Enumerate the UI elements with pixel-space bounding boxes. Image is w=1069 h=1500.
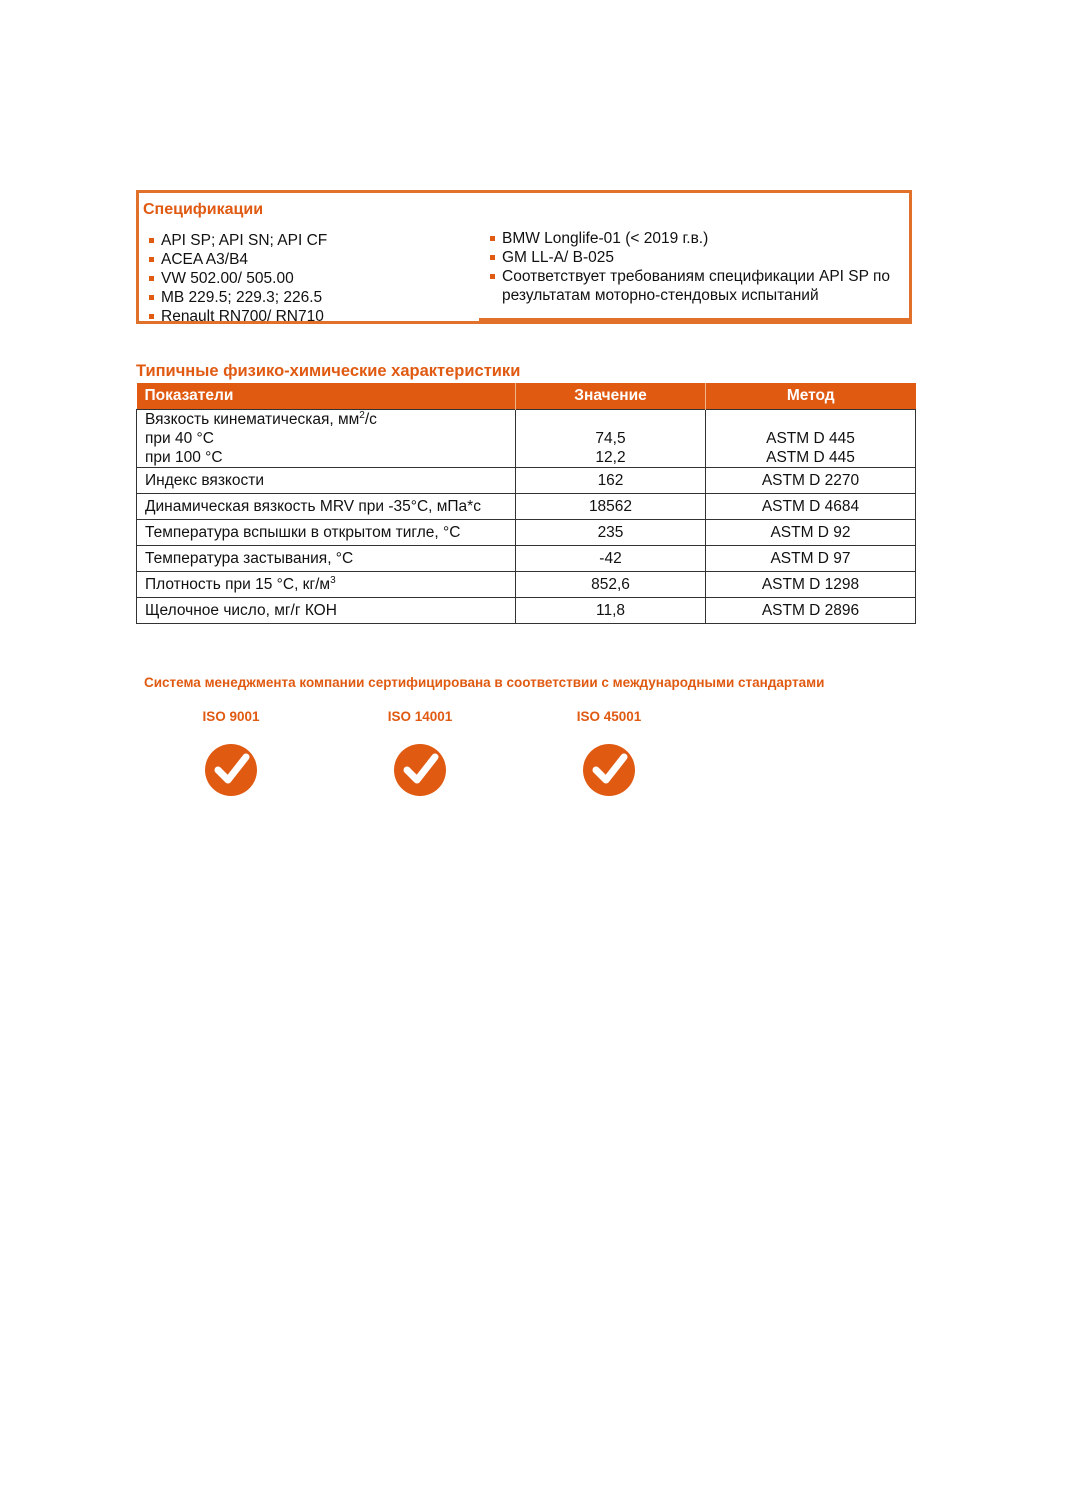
specifications-list-right	[488, 229, 908, 305]
certification-title: Система менеджмента компании сертифицирована в соответствии с международными стандартами	[144, 675, 825, 690]
row-name: Плотность при 15 °С, $кг/м^3$	[137, 572, 516, 598]
row-name: Температура застывания, °С	[137, 546, 516, 572]
row-method: ASTM D 92	[706, 520, 916, 546]
header-parameter: Показатели	[137, 383, 516, 410]
row-value: 18562	[516, 494, 706, 520]
bullet-icon	[490, 255, 495, 260]
spec-item: ACEA A3/B4	[147, 250, 477, 269]
specifications-list-left	[147, 231, 477, 326]
table-row	[137, 598, 916, 624]
row-name: Индекс вязкости	[137, 468, 516, 494]
table-row	[137, 468, 916, 494]
row-method: ASTM D 445 ASTM D 445	[706, 410, 916, 468]
check-circle-icon	[582, 743, 636, 797]
row-name: Щелочное число, мг/г КОН	[137, 598, 516, 624]
row-value: -42	[516, 546, 706, 572]
cert-iso-14001	[360, 709, 480, 797]
header-method: Метод	[706, 383, 916, 410]
row-value: 235	[516, 520, 706, 546]
row-name: Температура вспышки в открытом тигле, °С	[137, 520, 516, 546]
bullet-icon	[149, 276, 154, 281]
spec-item: BMW Longlife-01 (< 2019 г.в.)	[488, 229, 908, 248]
table-row	[137, 494, 916, 520]
spec-item: Renault RN700/ RN710	[147, 307, 477, 326]
table-row	[137, 546, 916, 572]
cert-iso-9001	[171, 709, 291, 797]
row-value: 162	[516, 468, 706, 494]
bullet-icon	[490, 274, 495, 279]
cert-label: ISO 45001	[576, 709, 642, 724]
bullet-icon	[149, 238, 154, 243]
characteristics-table	[136, 383, 916, 624]
check-circle-icon	[393, 743, 447, 797]
bullet-icon	[149, 314, 154, 319]
spec-item: MB 229.5; 229.3; 226.5	[147, 288, 477, 307]
row-value: 11,8	[516, 598, 706, 624]
spec-item: GM LL-A/ B-025	[488, 248, 908, 267]
bullet-icon	[149, 295, 154, 300]
row-method: ASTM D 1298	[706, 572, 916, 598]
row-name: Динамическая вязкость MRV при -35°С, мПа*с	[137, 494, 516, 520]
cert-iso-45001	[549, 709, 669, 797]
spec-item: Соответствует требованиям спецификации API SP по результатам моторно-стендовых испытаний	[488, 267, 908, 305]
row-value: 74,5 12,2	[516, 410, 706, 468]
row-method: ASTM D 2896	[706, 598, 916, 624]
spec-item: API SP; API SN; API CF	[147, 231, 477, 250]
row-value: 852,6	[516, 572, 706, 598]
specifications-title: Спецификации	[143, 201, 264, 218]
table-row	[137, 520, 916, 546]
cert-label: ISO 9001	[202, 709, 260, 724]
row-method: ASTM D 2270	[706, 468, 916, 494]
header-value: Значение	[516, 383, 706, 410]
row-method: ASTM D 97	[706, 546, 916, 572]
table-row	[137, 410, 916, 468]
check-circle-icon	[204, 743, 258, 797]
spec-item: VW 502.00/ 505.00	[147, 269, 477, 288]
cert-label: ISO 14001	[387, 709, 453, 724]
row-method: ASTM D 4684	[706, 494, 916, 520]
bullet-icon	[490, 236, 495, 241]
table-row	[137, 572, 916, 598]
table-header-row	[137, 383, 916, 410]
row-name: Вязкость кинематическая, $мм^2/с$ при 40 °С при 100 °С	[137, 410, 516, 468]
bullet-icon	[149, 257, 154, 262]
specifications-box	[136, 190, 912, 324]
characteristics-title: Типичные физико-химические характеристики	[136, 362, 521, 380]
